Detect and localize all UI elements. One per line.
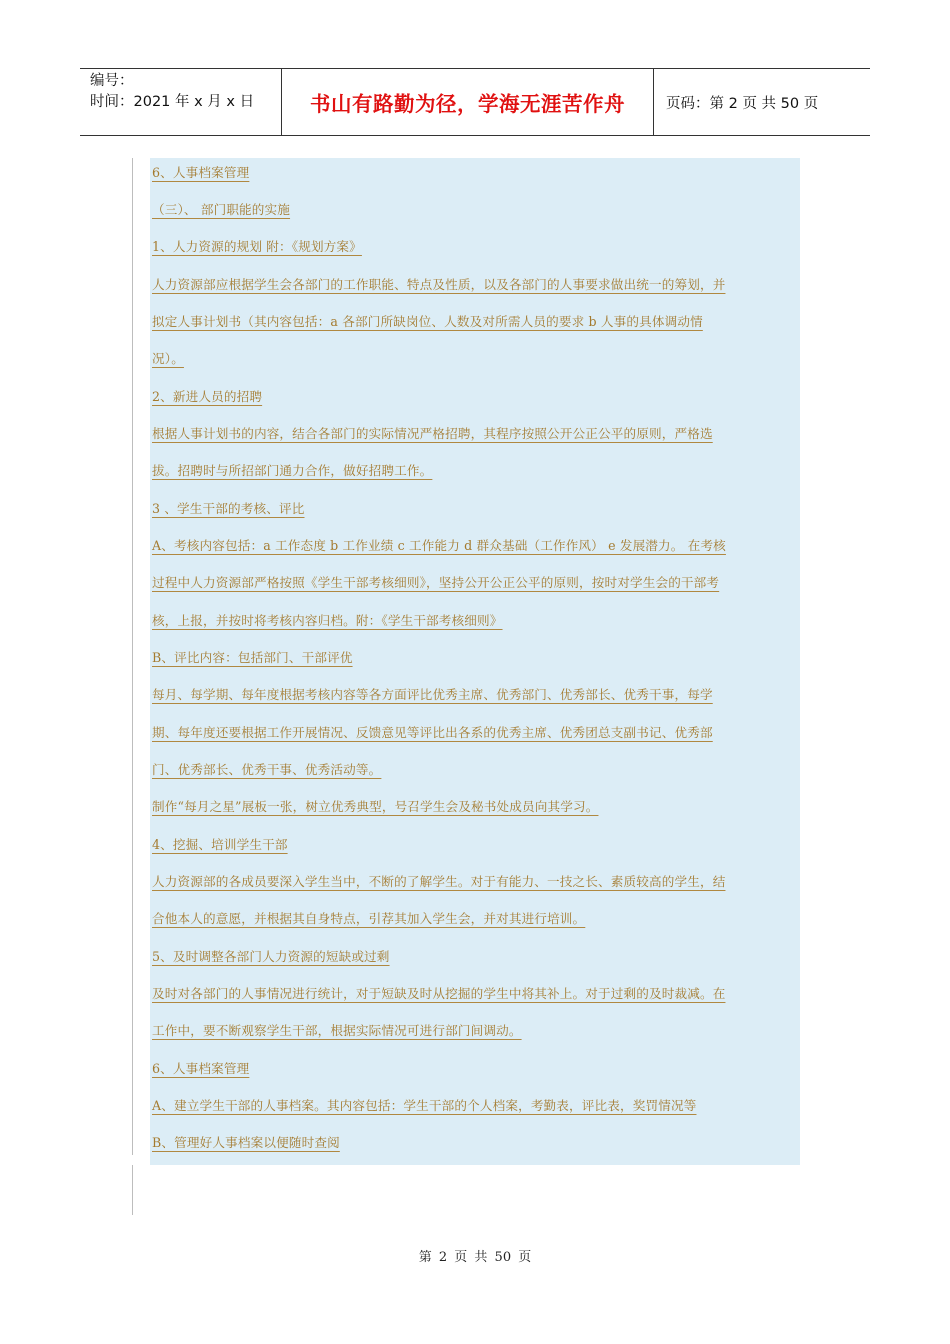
page-header	[80, 68, 870, 136]
text-line: A、建立学生干部的人事档案。其内容包括：学生干部的个人档案，考勤表，评比表，奖罚情况等	[152, 1098, 697, 1113]
text-line: 5、及时调整各部门人力资源的短缺或过剩	[152, 949, 390, 964]
text-line: 拟定人事计划书（其内容包括：a 各部门所缺岗位、人数及对所需人员的要求 b 人事的具体调动情	[152, 314, 703, 329]
text-line: 拔。招聘时与所招部门通力合作，做好招聘工作。	[152, 463, 433, 478]
text-line: B、管理好人事档案以便随时查阅	[152, 1135, 340, 1150]
text-line: 核，上报，并按时将考核内容归档。附：《学生干部考核细则》	[152, 613, 503, 628]
text-line: 过程中人力资源部严格按照《学生干部考核细则》，坚持公开公正公平的原则，按时对学生会的干部考	[152, 575, 720, 590]
header-page-info: 页码：第 2 页 共 50 页	[666, 95, 819, 112]
left-margin-line	[132, 158, 133, 1155]
text-line: 及时对各部门的人事情况进行统计，对于短缺及时从挖掘的学生中将其补上。对于过剩的及时裁减。在	[152, 986, 726, 1001]
text-line: 每月、每学期、每年度根据考核内容等各方面评比优秀主席、优秀部门、优秀部长、优秀干事，每学	[152, 687, 713, 702]
header-meta	[80, 69, 282, 135]
text-line: 期、每年度还要根据工作开展情况、反馈意见等评比出各系的优秀主席、优秀团总支副书记、优秀部	[152, 725, 713, 740]
section-heading: （三）、 部门职能的实施	[152, 202, 291, 217]
header-motto: 书山有路勤为径，学海无涯苦作舟	[282, 69, 654, 135]
text-line: 1、人力资源的规划 附：《规划方案》	[152, 239, 362, 254]
page-footer: 第 2 页 共 50 页	[418, 1250, 532, 1265]
text-line: 制作“每月之星”展板一张，树立优秀典型，号召学生会及秘书处成员向其学习。	[152, 799, 599, 814]
left-margin-line-lower	[132, 1165, 133, 1215]
text-line: B、评比内容：包括部门、干部评优	[152, 650, 353, 665]
text-line: 况）。	[152, 351, 184, 366]
text-line: 4、挖掘、培训学生干部	[152, 837, 288, 852]
text-line: 3 、学生干部的考核、评比	[152, 501, 305, 516]
text-line: 合他本人的意愿，并根据其自身特点，引荐其加入学生会，并对其进行培训。	[152, 911, 586, 926]
text-line: 根据人事计划书的内容，结合各部门的实际情况严格招聘，其程序按照公开公正公平的原则，严格选	[152, 426, 713, 441]
date-label: 时间：2021 年 x 月 x 日	[90, 94, 255, 110]
text-line: 6、人事档案管理	[152, 1061, 250, 1076]
text-line: A、考核内容包括：a 工作态度 b 工作业绩 c 工作能力 d 群众基础（工作作风） e 发展潜力。 在考核	[152, 538, 726, 553]
text-line: 2、新进人员的招聘	[152, 389, 263, 404]
document-number-label: 编号：	[90, 73, 134, 89]
text-line: 工作中，要不断观察学生干部，根据实际情况可进行部门间调动。	[152, 1023, 522, 1038]
text-line: 人力资源部应根据学生会各部门的工作职能、特点及性质，以及各部门的人事要求做出统一的筹划，并	[152, 277, 726, 292]
text-line: 人力资源部的各成员要深入学生当中，不断的了解学生。对于有能力、一技之长、素质较高的学生，结	[152, 874, 726, 889]
text-line: 6、人事档案管理	[152, 165, 250, 180]
text-line: 门、优秀部长、优秀干事、优秀活动等。	[152, 762, 382, 777]
